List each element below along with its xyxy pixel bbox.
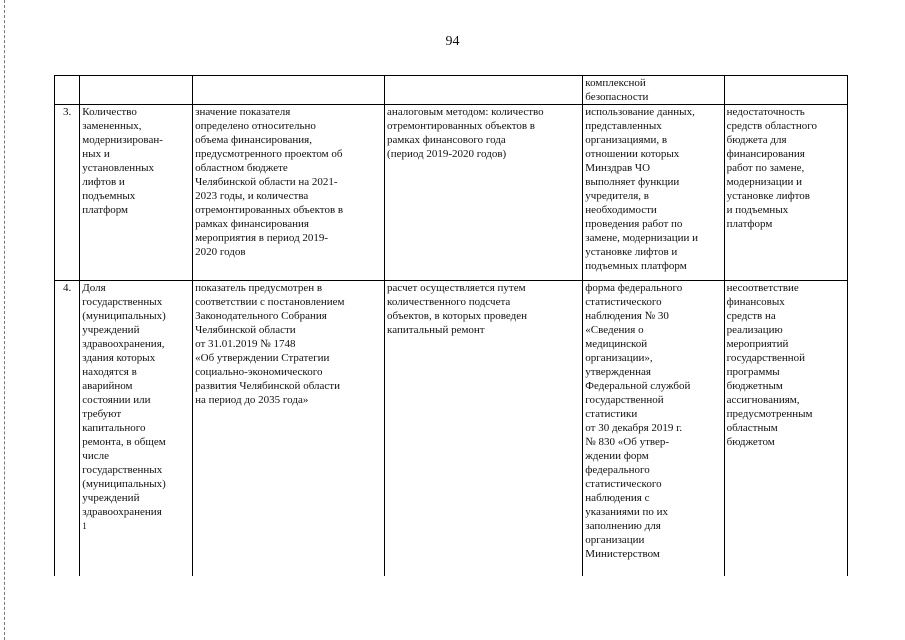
row-number-cell (55, 76, 80, 105)
data-source-cell: комплексной безопасности (583, 76, 724, 105)
data-source-cell: форма федерального статистического наблюдения № 30 «Сведения о медицинской организации», утвержденная Федеральной службой государственной статистики от 30 декабря 2019 г. № 830 «Об утвер- ждении форм федерального статистического наблюдения с указаниями по их заполнению для организации Министерством (583, 281, 724, 577)
indicator-name-cell: Количество замененных, модернизирован- ных и установленных лифтов и подъемных платформ (80, 105, 193, 281)
indicator-name-cell: Доля государственных (муниципальных) учреждений здравоохранения, здания которых находятся в аварийном состоянии или требуют капитального ремонта, в общем числе государственных (муниципальных) учреждений здравоохранения $^1$ (80, 281, 193, 577)
risk-cell (724, 76, 847, 105)
indicator-description-cell: показатель предусмотрен в соответствии с постановлением Законодательного Собрания Челябинской области от 31.01.2019 № 1748 «Об утверждении Стратегии социально-экономического развития Челябинской области на период до 2035 года» (193, 281, 385, 577)
footnote-marker: 1 (82, 521, 87, 531)
table-row (55, 105, 848, 281)
calculation-method-cell: расчет осуществляется путем количественного подсчета объектов, в которых проведен капитальный ремонт (385, 281, 583, 577)
indicator-name-cell (80, 76, 193, 105)
calculation-method-cell (385, 76, 583, 105)
row-number-cell: 3. (55, 105, 80, 281)
table-row (55, 281, 848, 577)
row-number-cell: 4. (55, 281, 80, 577)
page-number: 94 (445, 34, 460, 49)
data-source-cell: использование данных, представленных организациями, в отношении которых Минздрав ЧО выполняет функции учредителя, в необходимости проведения работ по замене, модернизации и установке лифтов и подъемных платформ (583, 105, 724, 281)
indicators-table (54, 75, 848, 576)
indicator-description-cell (193, 76, 385, 105)
binding-edge-line (4, 0, 5, 640)
risk-cell: недостаточность средств областного бюджета для финансирования работ по замене, модернизации и установке лифтов и подъемных платформ (724, 105, 847, 281)
risk-cell: несоответствие финансовых средств на реализацию мероприятий государственной программы бюджетным ассигнованиям, предусмотренным областным бюджетом (724, 281, 847, 577)
table-row-continued (55, 76, 848, 105)
calculation-method-cell: аналоговым методом: количество отремонтированных объектов в рамках финансового года (период 2019-2020 годов) (385, 105, 583, 281)
indicator-description-cell: значение показателя определено относительно объема финансирования, предусмотренного проектом об областном бюджете Челябинской области на 2021- 2023 годы, и количества отремонтированных объектов в рамках финансирования мероприятия в период 2019- 2020 годов (193, 105, 385, 281)
